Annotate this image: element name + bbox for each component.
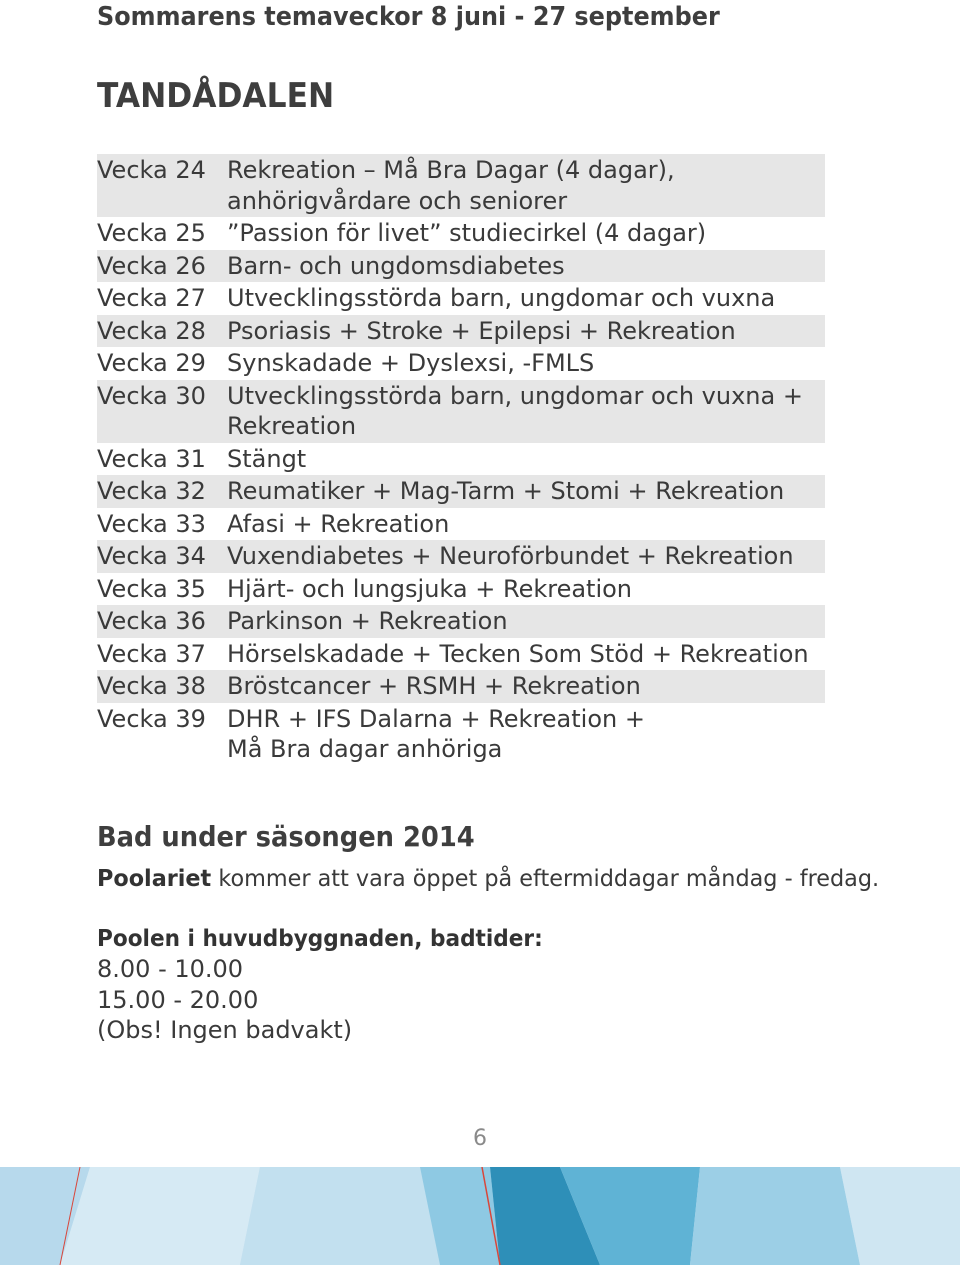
schedule-row xyxy=(97,315,825,348)
week-label: Vecka 26 xyxy=(97,251,206,280)
schedule-table xyxy=(97,154,825,766)
week-theme: Barn- och ungdomsdiabetes xyxy=(227,251,565,280)
week-label: Vecka 36 xyxy=(97,607,206,635)
poolarium-name: Poolariet xyxy=(97,864,212,892)
section-title: TANDÅDALEN xyxy=(97,76,335,116)
week-label: Vecka 29 xyxy=(97,349,206,377)
schedule-row xyxy=(97,475,825,508)
week-theme: Stängt xyxy=(227,444,307,473)
week-label: Vecka 24 xyxy=(97,156,206,184)
week-theme: Psoriasis + Stroke + Epilepsi + Rekreation xyxy=(227,316,736,345)
schedule-row xyxy=(97,670,825,703)
schedule-row xyxy=(97,703,825,766)
pool-time-afternoon: 15.00 - 20.00 xyxy=(97,985,259,1014)
page-number: 6 xyxy=(473,1126,487,1151)
week-theme: DHR + IFS Dalarna + Rekreation + Må Bra dagar anhöriga xyxy=(227,704,645,763)
week-theme: Synskadade + Dyslexsi, -FMLS xyxy=(227,349,595,377)
pool-heading: Poolen i huvudbyggnaden, badtider: xyxy=(97,924,543,952)
schedule-row xyxy=(97,638,825,671)
week-theme: Rekreation – Må Bra Dagar (4 dagar), anhörigvårdare och seniorer xyxy=(227,156,675,215)
poolarium-text xyxy=(97,864,879,892)
week-label: Vecka 37 xyxy=(97,639,206,668)
week-label: Vecka 33 xyxy=(97,509,206,538)
bath-heading: Bad under säsongen 2014 xyxy=(97,820,475,853)
week-theme: Parkinson + Rekreation xyxy=(227,607,508,635)
pool-note: (Obs! Ingen badvakt) xyxy=(97,1016,353,1044)
footer-panel-3 xyxy=(240,1167,440,1265)
schedule-row xyxy=(97,380,825,443)
schedule-row xyxy=(97,217,825,250)
week-label: Vecka 30 xyxy=(97,381,206,410)
footer-panel-8 xyxy=(840,1167,960,1265)
week-theme: Afasi + Rekreation xyxy=(227,509,450,538)
footer-panel-2 xyxy=(60,1167,260,1265)
pool-times xyxy=(97,954,352,1046)
footer-decoration xyxy=(0,1167,960,1265)
schedule-row xyxy=(97,250,825,283)
week-label: Vecka 32 xyxy=(97,477,206,505)
schedule-row xyxy=(97,573,825,606)
week-theme: Utvecklingsstörda barn, ungdomar och vuxna xyxy=(227,284,776,312)
schedule-row xyxy=(97,347,825,380)
schedule-row xyxy=(97,605,825,638)
week-label: Vecka 27 xyxy=(97,284,206,312)
schedule-row xyxy=(97,154,825,217)
schedule-row xyxy=(97,282,825,315)
poolarium-description: kommer att vara öppet på eftermiddagar måndag - fredag. xyxy=(211,864,880,892)
week-theme: Vuxendiabetes + Neuroförbundet + Rekreation xyxy=(227,542,794,570)
week-label: Vecka 34 xyxy=(97,542,206,570)
pool-time-morning: 8.00 - 10.00 xyxy=(97,955,244,983)
page-title: Sommarens temaveckor 8 juni - 27 september xyxy=(97,2,720,32)
week-theme: Hörselskadade + Tecken Som Stöd + Rekreation xyxy=(227,639,809,668)
footer-panel-7 xyxy=(690,1167,860,1265)
week-label: Vecka 28 xyxy=(97,316,206,345)
week-label: Vecka 39 xyxy=(97,704,206,733)
week-label: Vecka 31 xyxy=(97,444,206,473)
week-theme: ”Passion för livet” studiecirkel (4 dagar) xyxy=(227,219,707,247)
week-label: Vecka 35 xyxy=(97,574,206,603)
week-theme: Utvecklingsstörda barn, ungdomar och vuxna + Rekreation xyxy=(227,381,803,440)
schedule-row xyxy=(97,540,825,573)
week-theme: Hjärt- och lungsjuka + Rekreation xyxy=(227,574,633,603)
schedule-row xyxy=(97,443,825,476)
schedule-row xyxy=(97,508,825,541)
week-theme: Reumatiker + Mag-Tarm + Stomi + Rekreation xyxy=(227,477,785,505)
week-label: Vecka 25 xyxy=(97,219,206,247)
week-theme: Bröstcancer + RSMH + Rekreation xyxy=(227,672,641,700)
week-label: Vecka 38 xyxy=(97,672,206,700)
